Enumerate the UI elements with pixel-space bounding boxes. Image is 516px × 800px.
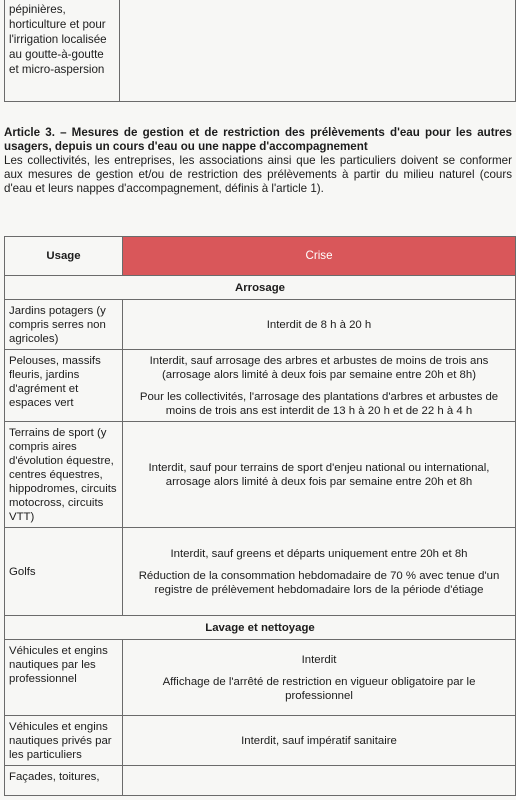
continued-table	[4, 0, 516, 102]
usage-cell: pépinières, horticulture et pour l'irrigation localisée au goutte-à-goutte et micro-aspersion	[5, 0, 120, 102]
rule-text: Interdit, sauf impératif sanitaire	[241, 734, 397, 747]
rule-text: Pour les collectivités, l'arrosage des plantations d'arbres et arbustes de moins de trois ans est interdit de 13 h à 20 h et de 22 h à 4 h	[139, 390, 499, 417]
rule-text: Réduction de la consommation hebdomadaire de 70 % avec tenue d'un registre de prélèvement hebdomadaire lors de la période d'étiage	[138, 569, 500, 596]
usage-cell: Terrains de sport (y compris aires d'évolution équestre, centres équestres, hippodromes, circuits motocross, circuits VTT)	[5, 422, 123, 528]
table-header-row	[5, 237, 516, 276]
article-3	[4, 126, 512, 196]
rule-cell	[123, 422, 516, 528]
usage-cell: Véhicules et engins nautiques privés par les particuliers	[5, 716, 123, 766]
section-row	[5, 616, 516, 640]
usage-cell: Jardins potagers (y compris serres non agricoles)	[5, 300, 123, 350]
section-title-arrosage: Arrosage	[5, 276, 516, 300]
table-row	[5, 528, 516, 616]
rule-cell	[123, 766, 516, 796]
restrictions-table	[4, 236, 516, 796]
rule-text: Interdit, sauf greens et départs uniquement entre 20h et 8h	[170, 547, 468, 560]
header-crise: Crise	[123, 237, 516, 276]
article-body: Les collectivités, les entreprises, les associations ainsi que les particuliers doivent se conformer aux mesures de gestion et/ou de restriction des prélèvements à partir du milieu naturel (cours d'eau et leurs nappes d'accompagnement, définis à l'article 1).	[4, 154, 512, 195]
rule-cell	[123, 640, 516, 716]
table-row	[5, 0, 516, 102]
rule-cell	[123, 716, 516, 766]
rule-text: Interdit, sauf pour terrains de sport d'enjeu national ou international, arrosage alors limité à deux fois par semaine entre 20h et 8h	[148, 461, 490, 488]
article-title: Article 3. – Mesures de gestion et de restriction des prélèvements d'eau pour les autres usagers, depuis un cours d'eau ou une nappe d'accompagnement	[4, 126, 512, 153]
usage-cell: Pelouses, massifs fleuris, jardins d'agrément et espaces vert	[5, 350, 123, 422]
table-row	[5, 300, 516, 350]
table-row	[5, 350, 516, 422]
rule-cell	[120, 0, 516, 102]
rule-cell	[123, 528, 516, 616]
header-usage: Usage	[5, 237, 123, 276]
table-row	[5, 716, 516, 766]
rule-cell	[123, 300, 516, 350]
section-row	[5, 276, 516, 300]
usage-cell: Façades, toitures,	[5, 766, 123, 796]
rule-cell	[123, 350, 516, 422]
rule-text: Interdit de 8 h à 20 h	[266, 318, 372, 331]
rule-text: Affichage de l'arrêté de restriction en vigueur obligatoire par le professionnel	[162, 675, 476, 702]
rule-text: Interdit, sauf arrosage des arbres et arbustes de moins de trois ans (arrosage alors limité à deux fois par semaine entre 20h et 8h)	[149, 354, 489, 381]
table-row	[5, 422, 516, 528]
table-row	[5, 766, 516, 796]
table-row	[5, 640, 516, 716]
usage-cell: Golfs	[5, 528, 123, 616]
rule-text: Interdit	[301, 653, 337, 666]
usage-cell: Véhicules et engins nautiques par les professionnel	[5, 640, 123, 716]
section-title-lavage: Lavage et nettoyage	[5, 616, 516, 640]
